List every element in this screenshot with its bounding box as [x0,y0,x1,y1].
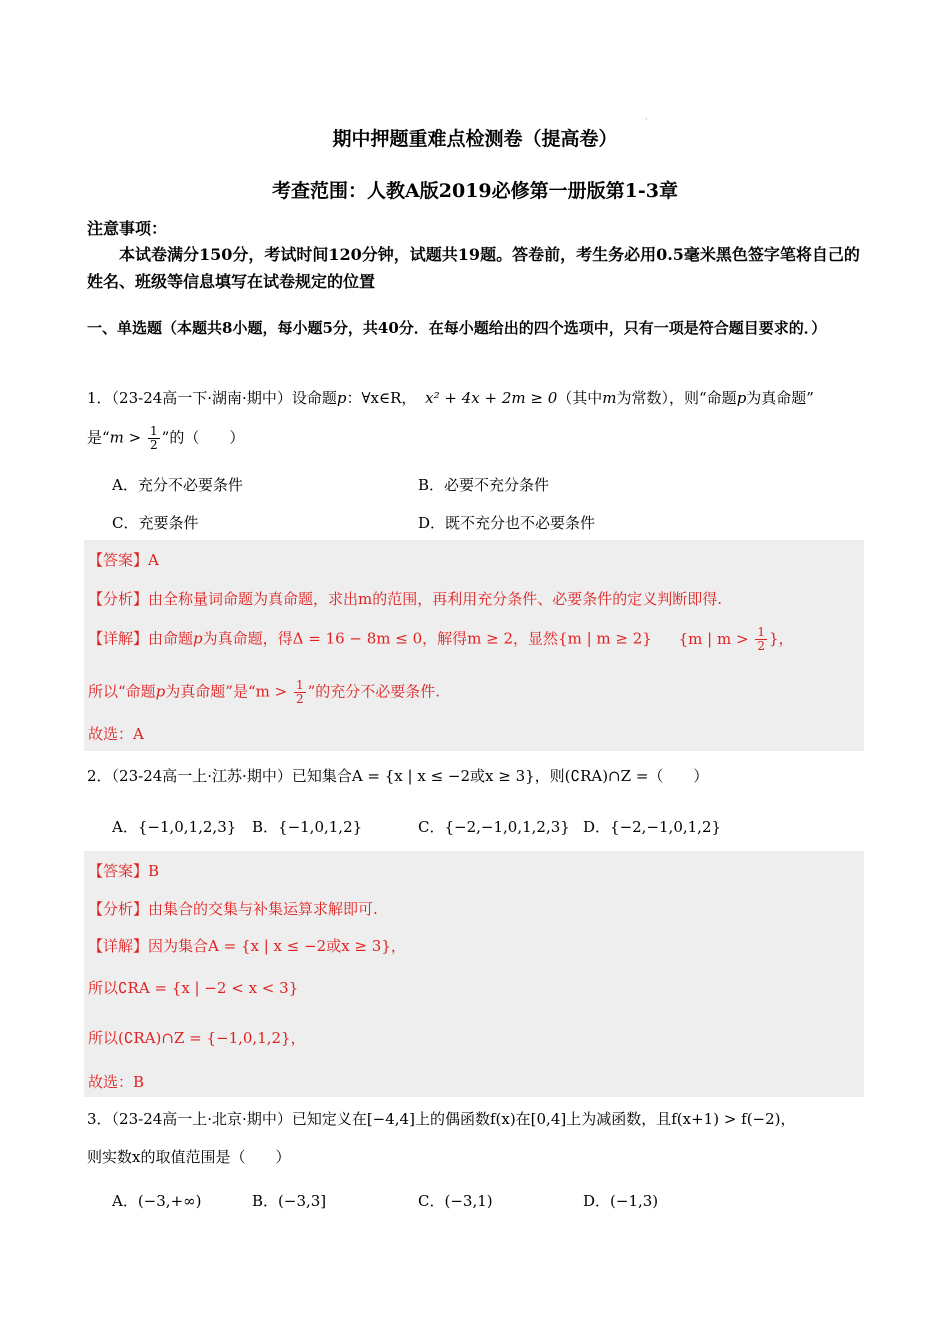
q1-choose: 故选：A [88,725,144,743]
q3-option-c: C．(−3,1) [418,1192,493,1210]
page-subtitle: 考查范围：人教A版2019必修第一册版第1-3章 [272,180,678,202]
q1-option-a: A．充分不必要条件 [112,476,243,494]
q1-answer: 【答案】A [88,551,159,569]
q2-detail: 【详解】因为集合A = {x | x ≤ −2或x ≥ 3}， [88,937,406,955]
q3-option-b: B．(−3,3] [252,1192,327,1210]
q1-option-c: C．充要条件 [112,514,199,532]
q2-option-d: D．{−2,−1,0,1,2} [583,818,722,836]
q2-option-c: C．{−2,−1,0,1,2,3} [418,818,570,836]
question-3-stem-2: 则实数x的取值范围是（ ） [87,1148,291,1166]
q2-step1: 所以∁RA = {x | −2 < x < 3} [88,979,299,997]
page-title: 期中押题重难点检测卷（提高卷） [332,128,618,150]
q2-option-a: A．{−1,0,1,2,3} [112,818,237,836]
q3-option-d: D．(−1,3) [583,1192,659,1210]
question-1-line1: 1．（23-24高一下·湖南·期中）设命题p：∀x∈R， x² + 4x + 2m ≥ 0（其中m为常数），则“命题p为真命题” [87,389,814,407]
section-heading: 一、单选题（本题共8小题，每小题5分，共40分．在每小题给出的四个选项中，只有一项是符合题目要求的．） [87,319,827,337]
q1-option-d: D．既不充分也不必要条件 [418,514,596,532]
q3-option-a: A．(−3,+∞) [112,1192,202,1210]
q2-answer: 【答案】B [88,862,160,880]
notice-heading: 注意事项： [87,219,168,238]
q2-step2: 所以(∁RA)∩Z = {−1,0,1,2}， [88,1029,306,1047]
q1-answer-box [84,540,864,751]
fraction-one-half: $\frac{1}{2}$ [150,424,158,452]
q2-answer-box [84,851,864,1097]
question-2-stem: 2．（23-24高一上·江苏·期中）已知集合A = {x | x ≤ −2或x ≥ 3}，则(∁RA)∩Z =（ ） [87,767,709,785]
q1-conclusion: 所以“命题p为真命题”是“m > $\frac{1}{2}$ ”的充分不必要条件. [88,678,441,706]
q2-choose: 故选：B [88,1073,145,1091]
question-3-stem: 3．（23-24高一上·北京·期中）已知定义在[−4,4]上的偶函数f(x)在[0,4]上为减函数，且f(x+1) > f(−2)， [87,1110,796,1128]
question-1-line2: 是“m > $\frac{1}{2}$ ”的（ ） [87,424,245,452]
q2-analysis: 【分析】由集合的交集与补集运算求解即可. [88,900,378,918]
stray-dot: · [645,115,648,124]
q1-option-b: B．必要不充分条件 [418,476,550,494]
q1-analysis: 【分析】由全称量词命题为真命题，求出m的范围，再利用充分条件、必要条件的定义判断即得. [88,590,722,608]
q2-option-b: B．{−1,0,1,2} [252,818,363,836]
notice-body: 本试卷满分150分，考试时间120分钟，试题共19题。答卷前，考生务必用0.5毫米黑色签字笔将自己的姓名、班级等信息填写在试卷规定的位置 [87,245,860,291]
q1-detail: 【详解】由命题p为真命题，得Δ = 16 − 8m ≤ 0，解得m ≥ 2，显然{m | m ≥ 2} {m | m > $\frac{1}{2}$ }， [88,625,794,653]
